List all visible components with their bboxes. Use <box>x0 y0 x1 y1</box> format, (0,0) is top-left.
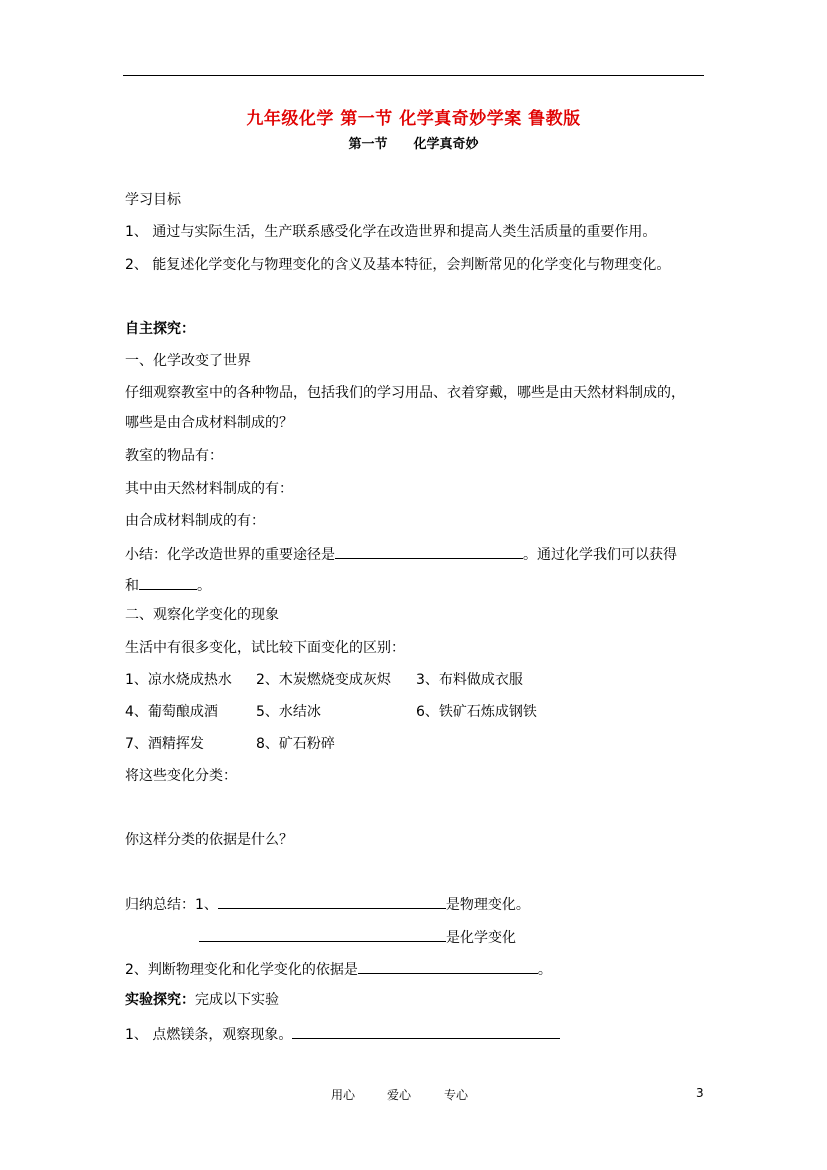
summary-suffix: 。通过化学我们可以获得 <box>523 547 677 563</box>
footer-word-2: 爱心 <box>387 1088 412 1102</box>
compare-intro: 生活中有很多变化，试比较下面变化的区别： <box>125 640 405 656</box>
self-explore-heading: 自主探究： <box>125 321 195 337</box>
objective-2: 2、 能复述化学变化与物理变化的含义及基本特征，会判断常见的化学变化与物理变化。 <box>125 257 671 273</box>
synthetic-materials-label: 由合成材料制成的有： <box>125 513 265 529</box>
change-item: 3、布料做成衣服 <box>416 672 523 688</box>
document-title: 九年级化学 第一节 化学真奇妙学案 鲁教版 <box>246 109 581 129</box>
chemical-change-blank[interactable] <box>199 926 446 942</box>
change-item: 2、木炭燃烧变成灰烬 <box>256 672 391 688</box>
subtitle-part-2: 化学真奇妙 <box>413 137 479 152</box>
section-subtitle <box>0 133 827 152</box>
change-item: 5、水结冰 <box>256 704 321 720</box>
change-item: 7、酒精挥发 <box>125 736 204 752</box>
physical-change-blank[interactable] <box>218 893 446 909</box>
experiment-text: 完成以下实验 <box>195 992 279 1008</box>
subtitle-part-1: 第一节 <box>348 137 388 152</box>
conclusion-prefix: 归纳总结：1、 <box>125 897 218 913</box>
conclusion-line-2 <box>199 926 516 948</box>
chemical-suffix: 是化学变化 <box>446 930 516 946</box>
physical-suffix: 是物理变化。 <box>445 897 530 913</box>
page-number: 3 <box>696 1086 704 1100</box>
classify-prompt: 将这些变化分类： <box>125 768 237 784</box>
change-item: 6、铁矿石炼成钢铁 <box>416 704 537 720</box>
footer-word-1: 用心 <box>331 1088 356 1102</box>
footer-word-3: 专心 <box>444 1088 469 1102</box>
summary-line-1 <box>125 543 677 565</box>
experiment-1-line <box>125 1023 560 1045</box>
experiment-1-text: 1、 点燃镁条，观察现象。 <box>125 1027 293 1043</box>
section-1-heading: 一、化学改变了世界 <box>125 353 251 369</box>
summary-line2-prefix: 和 <box>125 578 139 594</box>
header-rule <box>123 75 704 76</box>
basis-question: 你这样分类的依据是什么？ <box>125 832 293 848</box>
objectives-heading: 学习目标 <box>125 192 181 208</box>
summary-line-2 <box>125 574 211 596</box>
judge-prefix: 2、判断物理变化和化学变化的依据是 <box>125 962 358 978</box>
experiment-1-blank[interactable] <box>292 1023 560 1039</box>
paragraph-1-line-1: 仔细观察教室中的各种物品，包括我们的学习用品、衣着穿戴，哪些是由天然材料制成的， <box>125 385 685 401</box>
change-item: 4、葡萄酿成酒 <box>125 704 218 720</box>
change-item: 8、矿石粉碎 <box>256 736 335 752</box>
natural-materials-label: 其中由天然材料制成的有： <box>125 481 293 497</box>
summary-prefix: 小结：化学改造世界的重要途径是 <box>125 547 335 563</box>
experiment-label: 实验探究： <box>125 992 195 1008</box>
judge-suffix: 。 <box>537 962 552 978</box>
section-2-heading: 二、观察化学变化的现象 <box>125 607 279 623</box>
experiment-line <box>125 990 279 1010</box>
paragraph-1-line-2: 哪些是由合成材料制成的？ <box>125 415 293 431</box>
change-item: 1、凉水烧成热水 <box>125 672 232 688</box>
summary-line2-suffix: 。 <box>197 578 211 594</box>
summary-blank-2[interactable] <box>139 574 197 590</box>
judge-line <box>125 958 552 980</box>
objective-1: 1、 通过与实际生活，生产联系感受化学在改造世界和提高人类生活质量的重要作用。 <box>125 224 657 240</box>
conclusion-line-1 <box>125 893 530 915</box>
classroom-items-label: 教室的物品有： <box>125 448 223 464</box>
summary-blank-1[interactable] <box>335 543 523 559</box>
judge-blank[interactable] <box>358 958 538 974</box>
